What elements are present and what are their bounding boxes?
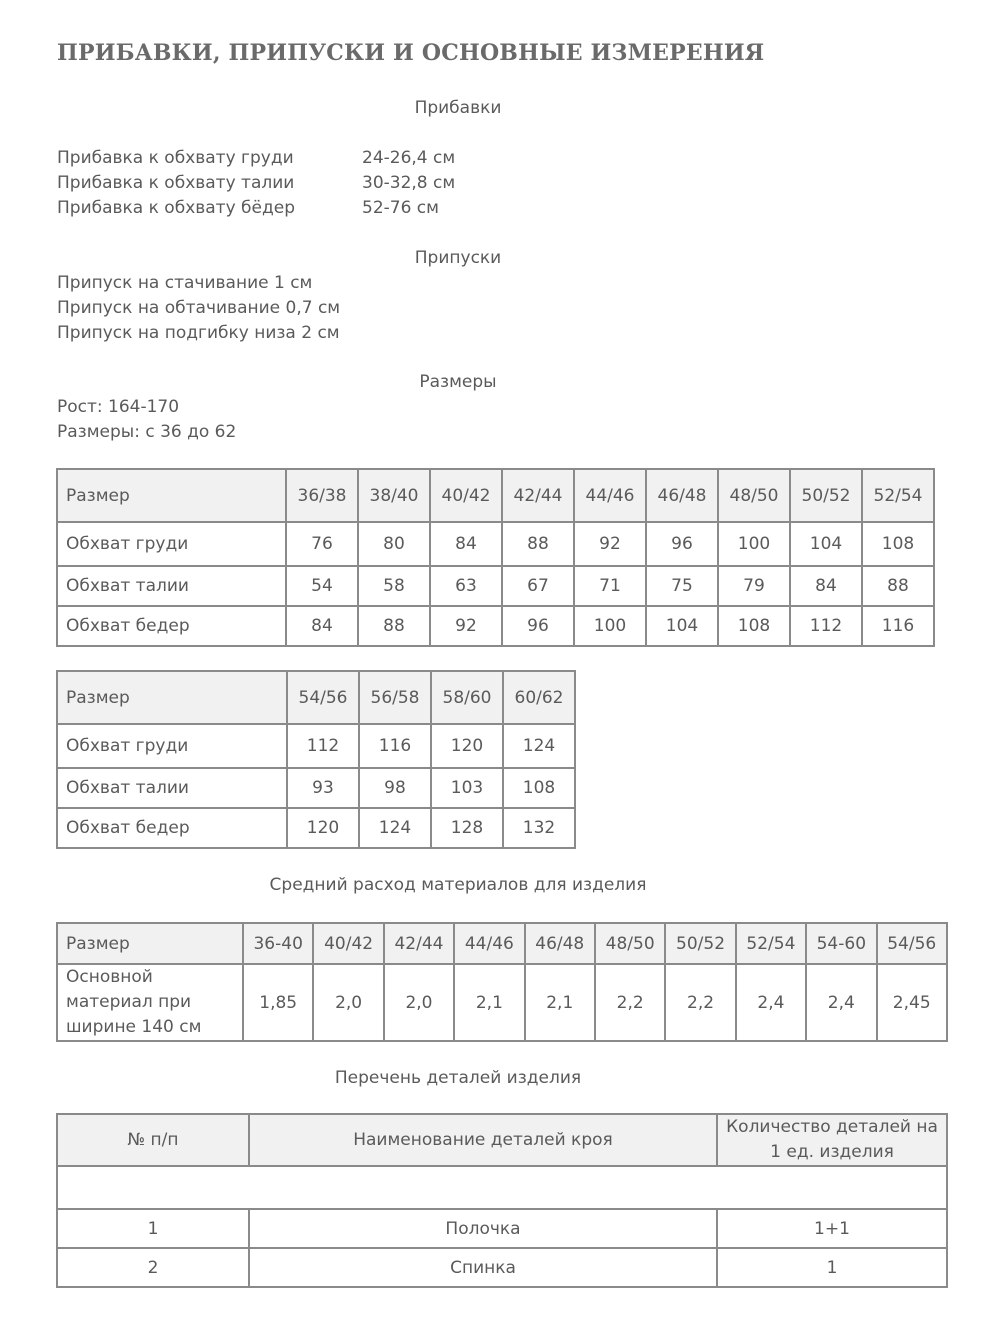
table-row	[57, 768, 575, 808]
table-row	[57, 606, 934, 646]
addition-value: 24-26,4 см	[362, 148, 456, 168]
header-cell: 60/62	[503, 671, 575, 724]
table-cell: 84	[430, 522, 502, 566]
table-row	[57, 1248, 947, 1287]
row-label	[57, 964, 243, 1041]
additions-heading: Прибавки	[414, 98, 502, 118]
addition-value: 52-76 см	[362, 198, 439, 218]
table-cell: 100	[574, 606, 646, 646]
row-label: Обхват бедер	[57, 606, 286, 646]
header-cell: Размер	[57, 923, 243, 964]
table-cell: 98	[359, 768, 431, 808]
material-table	[56, 922, 948, 1042]
row-label-line: материал при	[66, 992, 192, 1012]
table-cell: 2,45	[877, 964, 947, 1041]
table-cell: 93	[287, 768, 359, 808]
size-range-text: Размеры: с 36 до 62	[57, 422, 237, 442]
row-label: Обхват талии	[57, 768, 287, 808]
addition-label: Прибавка к обхвату талии	[57, 173, 295, 193]
height-text: Рост: 164-170	[57, 397, 180, 417]
header-cell: 58/60	[431, 671, 503, 724]
addition-label: Прибавка к обхвату груди	[57, 148, 294, 168]
table-cell: 104	[790, 522, 862, 566]
table-cell: 80	[358, 522, 430, 566]
table-cell: 2,1	[525, 964, 595, 1041]
header-line: 1 ед. изделия	[770, 1142, 894, 1162]
parts-table	[56, 1113, 948, 1288]
material-heading: Средний расход материалов для изделия	[269, 875, 647, 895]
header-cell: 48/50	[718, 469, 790, 522]
empty-cell	[57, 1166, 947, 1209]
table-cell: 2,1	[454, 964, 524, 1041]
table-row	[57, 1209, 947, 1248]
table-cell: 2	[57, 1248, 249, 1287]
header-cell: 54/56	[287, 671, 359, 724]
header-cell: 42/44	[502, 469, 574, 522]
table-cell: 76	[286, 522, 358, 566]
table-cell: 108	[503, 768, 575, 808]
table-cell: 88	[358, 606, 430, 646]
header-cell: 54/56	[877, 923, 947, 964]
row-label: Обхват бедер	[57, 808, 287, 848]
table-cell: 2,2	[665, 964, 735, 1041]
header-cell: 46/48	[646, 469, 718, 522]
table-cell: 54	[286, 566, 358, 606]
table-row	[57, 808, 575, 848]
header-cell: 50/52	[790, 469, 862, 522]
table-cell: 84	[790, 566, 862, 606]
table-cell: 2,4	[736, 964, 806, 1041]
header-cell: 48/50	[595, 923, 665, 964]
size-table-2	[56, 670, 576, 849]
table-cell: 79	[718, 566, 790, 606]
table-cell: Полочка	[249, 1209, 717, 1248]
parts-heading: Перечень деталей изделия	[334, 1068, 582, 1088]
row-label: Обхват груди	[57, 522, 286, 566]
header-cell: Размер	[57, 671, 287, 724]
addition-label: Прибавка к обхвату бёдер	[57, 198, 295, 218]
header-cell: 36/38	[286, 469, 358, 522]
table-cell: 112	[790, 606, 862, 646]
table-cell: 124	[359, 808, 431, 848]
header-cell: 40/42	[313, 923, 383, 964]
row-label: Обхват талии	[57, 566, 286, 606]
table-cell: 88	[862, 566, 934, 606]
header-cell: 50/52	[665, 923, 735, 964]
table-cell: 92	[574, 522, 646, 566]
table-row	[57, 964, 947, 1041]
header-cell: 42/44	[384, 923, 454, 964]
header-cell: 38/40	[358, 469, 430, 522]
header-cell: 52/54	[862, 469, 934, 522]
table-cell: 120	[287, 808, 359, 848]
table-row	[57, 566, 934, 606]
table-cell: 103	[431, 768, 503, 808]
table-cell: 100	[718, 522, 790, 566]
table-cell: 58	[358, 566, 430, 606]
page-title: ПРИБАВКИ, ПРИПУСКИ И ОСНОВНЫЕ ИЗМЕРЕНИЯ	[57, 40, 765, 66]
table-cell: 116	[862, 606, 934, 646]
header-cell: Наименование деталей кроя	[249, 1114, 717, 1166]
table-cell: 63	[430, 566, 502, 606]
table-cell: 96	[502, 606, 574, 646]
table-cell: 67	[502, 566, 574, 606]
header-cell: 46/48	[525, 923, 595, 964]
header-cell: 44/46	[574, 469, 646, 522]
row-label-line: Основной	[66, 967, 153, 987]
allowance-item: Припуск на подгибку низа 2 см	[57, 323, 340, 343]
sizes-heading: Размеры	[419, 372, 497, 392]
header-cell: 40/42	[430, 469, 502, 522]
empty-row	[57, 1166, 947, 1209]
table-cell: Спинка	[249, 1248, 717, 1287]
table-cell: 88	[502, 522, 574, 566]
table-cell: 71	[574, 566, 646, 606]
table-cell: 2,0	[313, 964, 383, 1041]
table-cell: 2,2	[595, 964, 665, 1041]
table-cell: 1+1	[717, 1209, 947, 1248]
table-cell: 124	[503, 724, 575, 768]
table-cell: 92	[430, 606, 502, 646]
table-row	[57, 522, 934, 566]
table-cell: 108	[718, 606, 790, 646]
table-cell: 84	[286, 606, 358, 646]
header-cell: 56/58	[359, 671, 431, 724]
header-cell: 54-60	[806, 923, 876, 964]
table-cell: 1	[717, 1248, 947, 1287]
table-cell: 2,0	[384, 964, 454, 1041]
table-row	[57, 724, 575, 768]
table-cell: 112	[287, 724, 359, 768]
table-cell: 104	[646, 606, 718, 646]
addition-value: 30-32,8 см	[362, 173, 456, 193]
table-cell: 108	[862, 522, 934, 566]
size-table-1	[56, 468, 935, 647]
header-cell: 52/54	[736, 923, 806, 964]
allowance-item: Припуск на стачивание 1 см	[57, 273, 313, 293]
table-cell: 128	[431, 808, 503, 848]
header-cell	[717, 1114, 947, 1166]
table-cell: 75	[646, 566, 718, 606]
row-label: Обхват груди	[57, 724, 287, 768]
header-cell: Размер	[57, 469, 286, 522]
header-line: Количество деталей на	[726, 1117, 938, 1137]
allowances-heading: Припуски	[414, 248, 502, 268]
allowance-item: Припуск на обтачивание 0,7 см	[57, 298, 341, 318]
table-cell: 116	[359, 724, 431, 768]
row-label-line: ширине 140 см	[66, 1017, 202, 1037]
table-cell: 96	[646, 522, 718, 566]
table-cell: 1,85	[243, 964, 313, 1041]
table-cell: 1	[57, 1209, 249, 1248]
table-cell: 132	[503, 808, 575, 848]
header-cell: 44/46	[454, 923, 524, 964]
table-cell: 120	[431, 724, 503, 768]
header-cell: № п/п	[57, 1114, 249, 1166]
header-cell: 36-40	[243, 923, 313, 964]
table-cell: 2,4	[806, 964, 876, 1041]
